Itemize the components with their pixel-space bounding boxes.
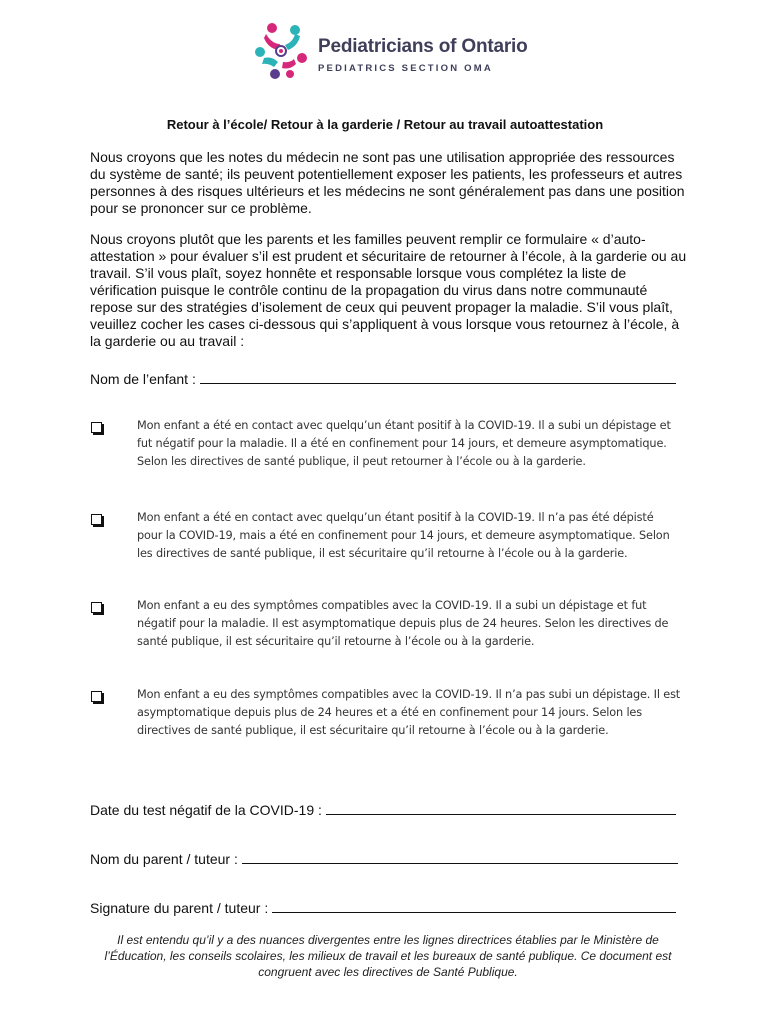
child-name-input-line[interactable] xyxy=(200,370,676,384)
checkbox-icon xyxy=(91,691,102,702)
test-date-label: Date du test négatif de la COVID-19 : xyxy=(90,802,322,818)
checkbox-1[interactable] xyxy=(91,421,104,434)
parent-name-input-line[interactable] xyxy=(242,850,678,864)
intro-paragraph-1: Nous croyons que les notes du médecin ne sont pas une utilisation appropriée des ressources du système de santé; ils peuvent potentiellement exposer les patients, les professeurs et autres personnes à des risques ultérieurs et les médecins ne sont généralement pas dans une position pour se prononcer sur ce problème. xyxy=(90,149,685,216)
parent-name-field xyxy=(90,850,678,867)
checklist-item-1: Mon enfant a été en contact avec quelqu’un étant positif à la COVID-19. Il a subi un dépistage et fut négatif pour la maladie. Il a été en confinement pour 14 jours, et demeure asymptomatique. Selon les directives de santé publique, il peut retourner à l’école ou à la garderie. xyxy=(137,419,671,468)
child-name-field xyxy=(90,370,676,387)
checkbox-4[interactable] xyxy=(91,690,104,703)
signature-field xyxy=(90,899,676,916)
footnote: Il est entendu qu’il y a des nuances divergentes entre les lignes directrices établies par le Ministère de l’Éducation, les conseils scolaires, les milieux de travail et les bureaux de santé publique. Ce document est congruent avec les directives de Santé Publique. xyxy=(104,933,672,979)
checkbox-icon xyxy=(91,602,102,613)
child-name-label: Nom de l’enfant : xyxy=(90,371,196,387)
test-date-field xyxy=(90,801,676,818)
document-title: Retour à l’école/ Retour à la garderie / Retour au travail autoattestation xyxy=(166,117,604,132)
intro-paragraph-2: Nous croyons plutôt que les parents et les familles peuvent remplir ce formulaire « d’auto-attestation » pour évaluer s’il est prudent et sécuritaire de retourner à l’école, à la garderie ou au travail. S’il vous plaît, soyez honnête et responsable lorsque vous complétez la liste de vérification puisque le contrôle continu de la propagation du virus dans notre communauté repose sur des stratégies d’isolement de ceux qui peuvent propager la maladie. S’il vous plaît, veuillez cocher les cases ci-dessous qui s’appliquent à vous lorsque vous retournez à l’école, à la garderie ou au travail : xyxy=(90,231,687,349)
checkbox-3[interactable] xyxy=(91,601,104,614)
parent-name-label: Nom du parent / tuteur : xyxy=(90,851,238,867)
checkbox-2[interactable] xyxy=(91,513,104,526)
checklist-item-4: Mon enfant a eu des symptômes compatibles avec la COVID-19. Il n’a pas subi un dépistage. Il est asymptomatique depuis plus de 24 heures et a été en confinement pour 14 jours. Selon les directives de santé publique, il est sécuritaire qu’il retourne à l’école ou à la garderie. xyxy=(137,688,681,737)
test-date-input-line[interactable] xyxy=(326,801,676,815)
children-circle-logo-icon xyxy=(250,18,312,82)
org-logo xyxy=(250,18,528,90)
org-name: Pediatricians of Ontario xyxy=(318,36,528,57)
signature-label: Signature du parent / tuteur : xyxy=(90,900,269,916)
checkbox-icon xyxy=(91,514,102,525)
checkbox-icon xyxy=(91,422,102,433)
checklist-item-3: Mon enfant a eu des symptômes compatibles avec la COVID-19. Il a subi un dépistage et fut négatif pour la maladie. Il est asymptomatique depuis plus de 24 heures. Selon les directives de santé publique, il est sécuritaire qu’il retourne à l’école ou à la garderie. xyxy=(137,599,669,648)
org-subtitle: PEDIATRICS SECTION OMA xyxy=(318,63,493,74)
signature-input-line[interactable] xyxy=(272,899,676,913)
checklist-item-2: Mon enfant a été en contact avec quelqu’un étant positif à la COVID-19. Il n’a pas été dépisté pour la COVID-19, mais a été en confinement pour 14 jours, et demeure asymptomatique. Selon les directives de santé publique, il est sécuritaire qu’il retourne à l’école ou à la garderie. xyxy=(137,511,670,560)
